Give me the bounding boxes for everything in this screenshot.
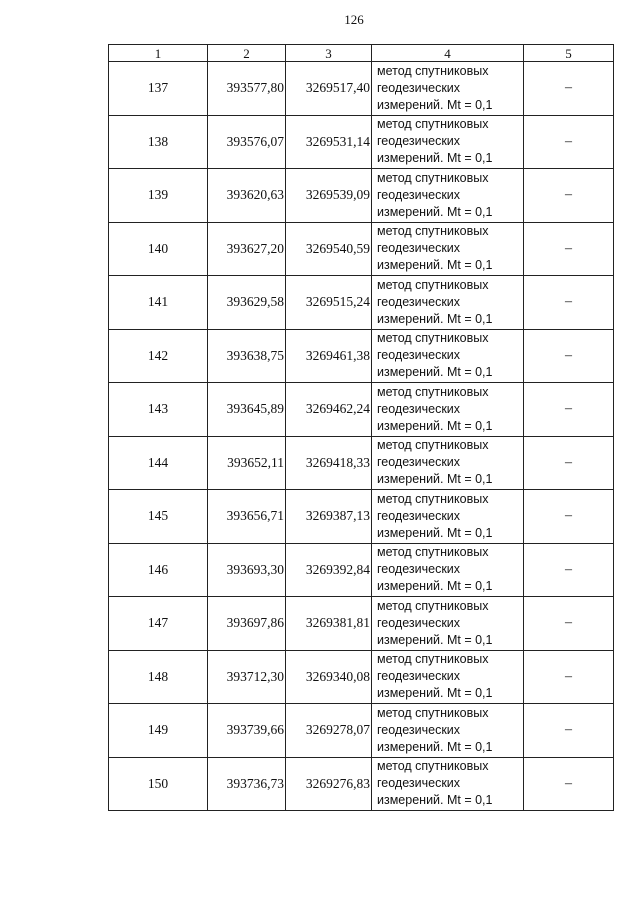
y-coordinate-cell: 3269517,40	[286, 62, 372, 116]
table-row	[109, 543, 614, 597]
point-number-cell: 142	[109, 329, 208, 383]
method-text-line: измерений. Mt = 0,1	[377, 311, 493, 326]
point-number-cell: 140	[109, 222, 208, 276]
method-text-line: метод спутниковых	[377, 170, 489, 185]
method-text-line: метод спутниковых	[377, 224, 489, 239]
table-row	[109, 383, 614, 437]
method-text-line: метод спутниковых	[377, 705, 489, 720]
x-coordinate-cell: 393712,30	[208, 650, 286, 704]
method-text-line: метод спутниковых	[377, 384, 489, 399]
note-cell: –	[524, 704, 614, 758]
y-coordinate-cell: 3269515,24	[286, 276, 372, 330]
note-cell: –	[524, 222, 614, 276]
method-text-line: метод спутниковых	[377, 598, 489, 613]
x-coordinate-cell: 393693,30	[208, 543, 286, 597]
x-coordinate-cell: 393652,11	[208, 436, 286, 490]
method-cell	[372, 597, 524, 651]
y-coordinate-cell: 3269381,81	[286, 597, 372, 651]
note-cell: –	[524, 436, 614, 490]
method-text-line: геодезических	[377, 669, 461, 684]
table-row	[109, 329, 614, 383]
note-cell: –	[524, 329, 614, 383]
column-header-3: 3	[286, 45, 372, 62]
x-coordinate-cell: 393576,07	[208, 115, 286, 169]
point-number-cell: 143	[109, 383, 208, 437]
x-coordinate-cell: 393620,63	[208, 169, 286, 223]
coordinates-table	[108, 44, 614, 811]
point-number-cell: 137	[109, 62, 208, 116]
note-cell: –	[524, 383, 614, 437]
method-text-line: геодезических	[377, 348, 461, 363]
table-row	[109, 704, 614, 758]
table-row	[109, 115, 614, 169]
y-coordinate-cell: 3269462,24	[286, 383, 372, 437]
page-number: 126	[344, 12, 364, 27]
column-header-5: 5	[524, 45, 614, 62]
method-text-line: метод спутниковых	[377, 491, 489, 506]
method-text-line: геодезических	[377, 134, 461, 149]
method-text-line: геодезических	[377, 722, 461, 737]
x-coordinate-cell: 393627,20	[208, 222, 286, 276]
column-header-1: 1	[109, 45, 208, 62]
point-number-cell: 148	[109, 650, 208, 704]
note-cell: –	[524, 650, 614, 704]
y-coordinate-cell: 3269418,33	[286, 436, 372, 490]
point-number-cell: 139	[109, 169, 208, 223]
method-text-line: геодезических	[377, 294, 461, 309]
x-coordinate-cell: 393638,75	[208, 329, 286, 383]
method-text-line: геодезических	[377, 508, 461, 523]
x-coordinate-cell: 393739,66	[208, 704, 286, 758]
y-coordinate-cell: 3269531,14	[286, 115, 372, 169]
method-cell	[372, 704, 524, 758]
method-text-line: измерений. Mt = 0,1	[377, 418, 493, 433]
method-text-line: геодезических	[377, 241, 461, 256]
method-text-line: метод спутниковых	[377, 652, 489, 667]
y-coordinate-cell: 3269540,59	[286, 222, 372, 276]
y-coordinate-cell: 3269461,38	[286, 329, 372, 383]
method-cell	[372, 115, 524, 169]
method-text-line: метод спутниковых	[377, 277, 489, 292]
y-coordinate-cell: 3269387,13	[286, 490, 372, 544]
y-coordinate-cell: 3269539,09	[286, 169, 372, 223]
y-coordinate-cell: 3269392,84	[286, 543, 372, 597]
method-text-line: измерений. Mt = 0,1	[377, 472, 493, 487]
point-number-cell: 149	[109, 704, 208, 758]
method-text-line: геодезических	[377, 562, 461, 577]
method-cell	[372, 436, 524, 490]
method-text-line: измерений. Mt = 0,1	[377, 739, 493, 754]
table-row	[109, 169, 614, 223]
method-text-line: геодезических	[377, 80, 461, 95]
column-header-4: 4	[372, 45, 524, 62]
table-row	[109, 436, 614, 490]
point-number-cell: 147	[109, 597, 208, 651]
note-cell: –	[524, 490, 614, 544]
note-cell: –	[524, 757, 614, 811]
method-text-line: метод спутниковых	[377, 759, 489, 774]
x-coordinate-cell: 393629,58	[208, 276, 286, 330]
method-cell	[372, 543, 524, 597]
method-text-line: геодезических	[377, 455, 461, 470]
point-number-cell: 146	[109, 543, 208, 597]
method-text-line: измерений. Mt = 0,1	[377, 97, 493, 112]
table-row	[109, 62, 614, 116]
method-text-line: геодезических	[377, 401, 461, 416]
method-text-line: измерений. Mt = 0,1	[377, 258, 493, 273]
method-cell	[372, 276, 524, 330]
x-coordinate-cell: 393736,73	[208, 757, 286, 811]
table-row	[109, 597, 614, 651]
method-text-line: геодезических	[377, 615, 461, 630]
table-row	[109, 222, 614, 276]
note-cell: –	[524, 543, 614, 597]
point-number-cell: 144	[109, 436, 208, 490]
method-cell	[372, 757, 524, 811]
method-text-line: измерений. Mt = 0,1	[377, 525, 493, 540]
y-coordinate-cell: 3269278,07	[286, 704, 372, 758]
note-cell: –	[524, 169, 614, 223]
method-cell	[372, 490, 524, 544]
method-cell	[372, 169, 524, 223]
method-text-line: геодезических	[377, 187, 461, 202]
table-body	[109, 62, 614, 811]
method-cell	[372, 62, 524, 116]
point-number-cell: 141	[109, 276, 208, 330]
table-row	[109, 276, 614, 330]
method-cell	[372, 383, 524, 437]
method-text-line: измерений. Mt = 0,1	[377, 579, 493, 594]
note-cell: –	[524, 597, 614, 651]
column-header-2: 2	[208, 45, 286, 62]
table-row	[109, 757, 614, 811]
method-text-line: метод спутниковых	[377, 438, 489, 453]
note-cell: –	[524, 276, 614, 330]
x-coordinate-cell: 393697,86	[208, 597, 286, 651]
method-text-line: измерений. Mt = 0,1	[377, 151, 493, 166]
table-row	[109, 490, 614, 544]
x-coordinate-cell: 393645,89	[208, 383, 286, 437]
method-cell	[372, 329, 524, 383]
table-header-row	[109, 45, 614, 62]
y-coordinate-cell: 3269340,08	[286, 650, 372, 704]
method-text-line: геодезических	[377, 776, 461, 791]
method-text-line: метод спутниковых	[377, 63, 489, 78]
note-cell: –	[524, 115, 614, 169]
method-text-line: метод спутниковых	[377, 117, 489, 132]
method-text-line: метод спутниковых	[377, 545, 489, 560]
x-coordinate-cell: 393577,80	[208, 62, 286, 116]
method-text-line: измерений. Mt = 0,1	[377, 632, 493, 647]
method-text-line: измерений. Mt = 0,1	[377, 204, 493, 219]
x-coordinate-cell: 393656,71	[208, 490, 286, 544]
method-text-line: измерений. Mt = 0,1	[377, 365, 493, 380]
method-cell	[372, 222, 524, 276]
y-coordinate-cell: 3269276,83	[286, 757, 372, 811]
table-row	[109, 650, 614, 704]
method-cell	[372, 650, 524, 704]
method-text-line: измерений. Mt = 0,1	[377, 793, 493, 808]
point-number-cell: 150	[109, 757, 208, 811]
point-number-cell: 138	[109, 115, 208, 169]
method-text-line: метод спутниковых	[377, 331, 489, 346]
note-cell: –	[524, 62, 614, 116]
point-number-cell: 145	[109, 490, 208, 544]
method-text-line: измерений. Mt = 0,1	[377, 686, 493, 701]
